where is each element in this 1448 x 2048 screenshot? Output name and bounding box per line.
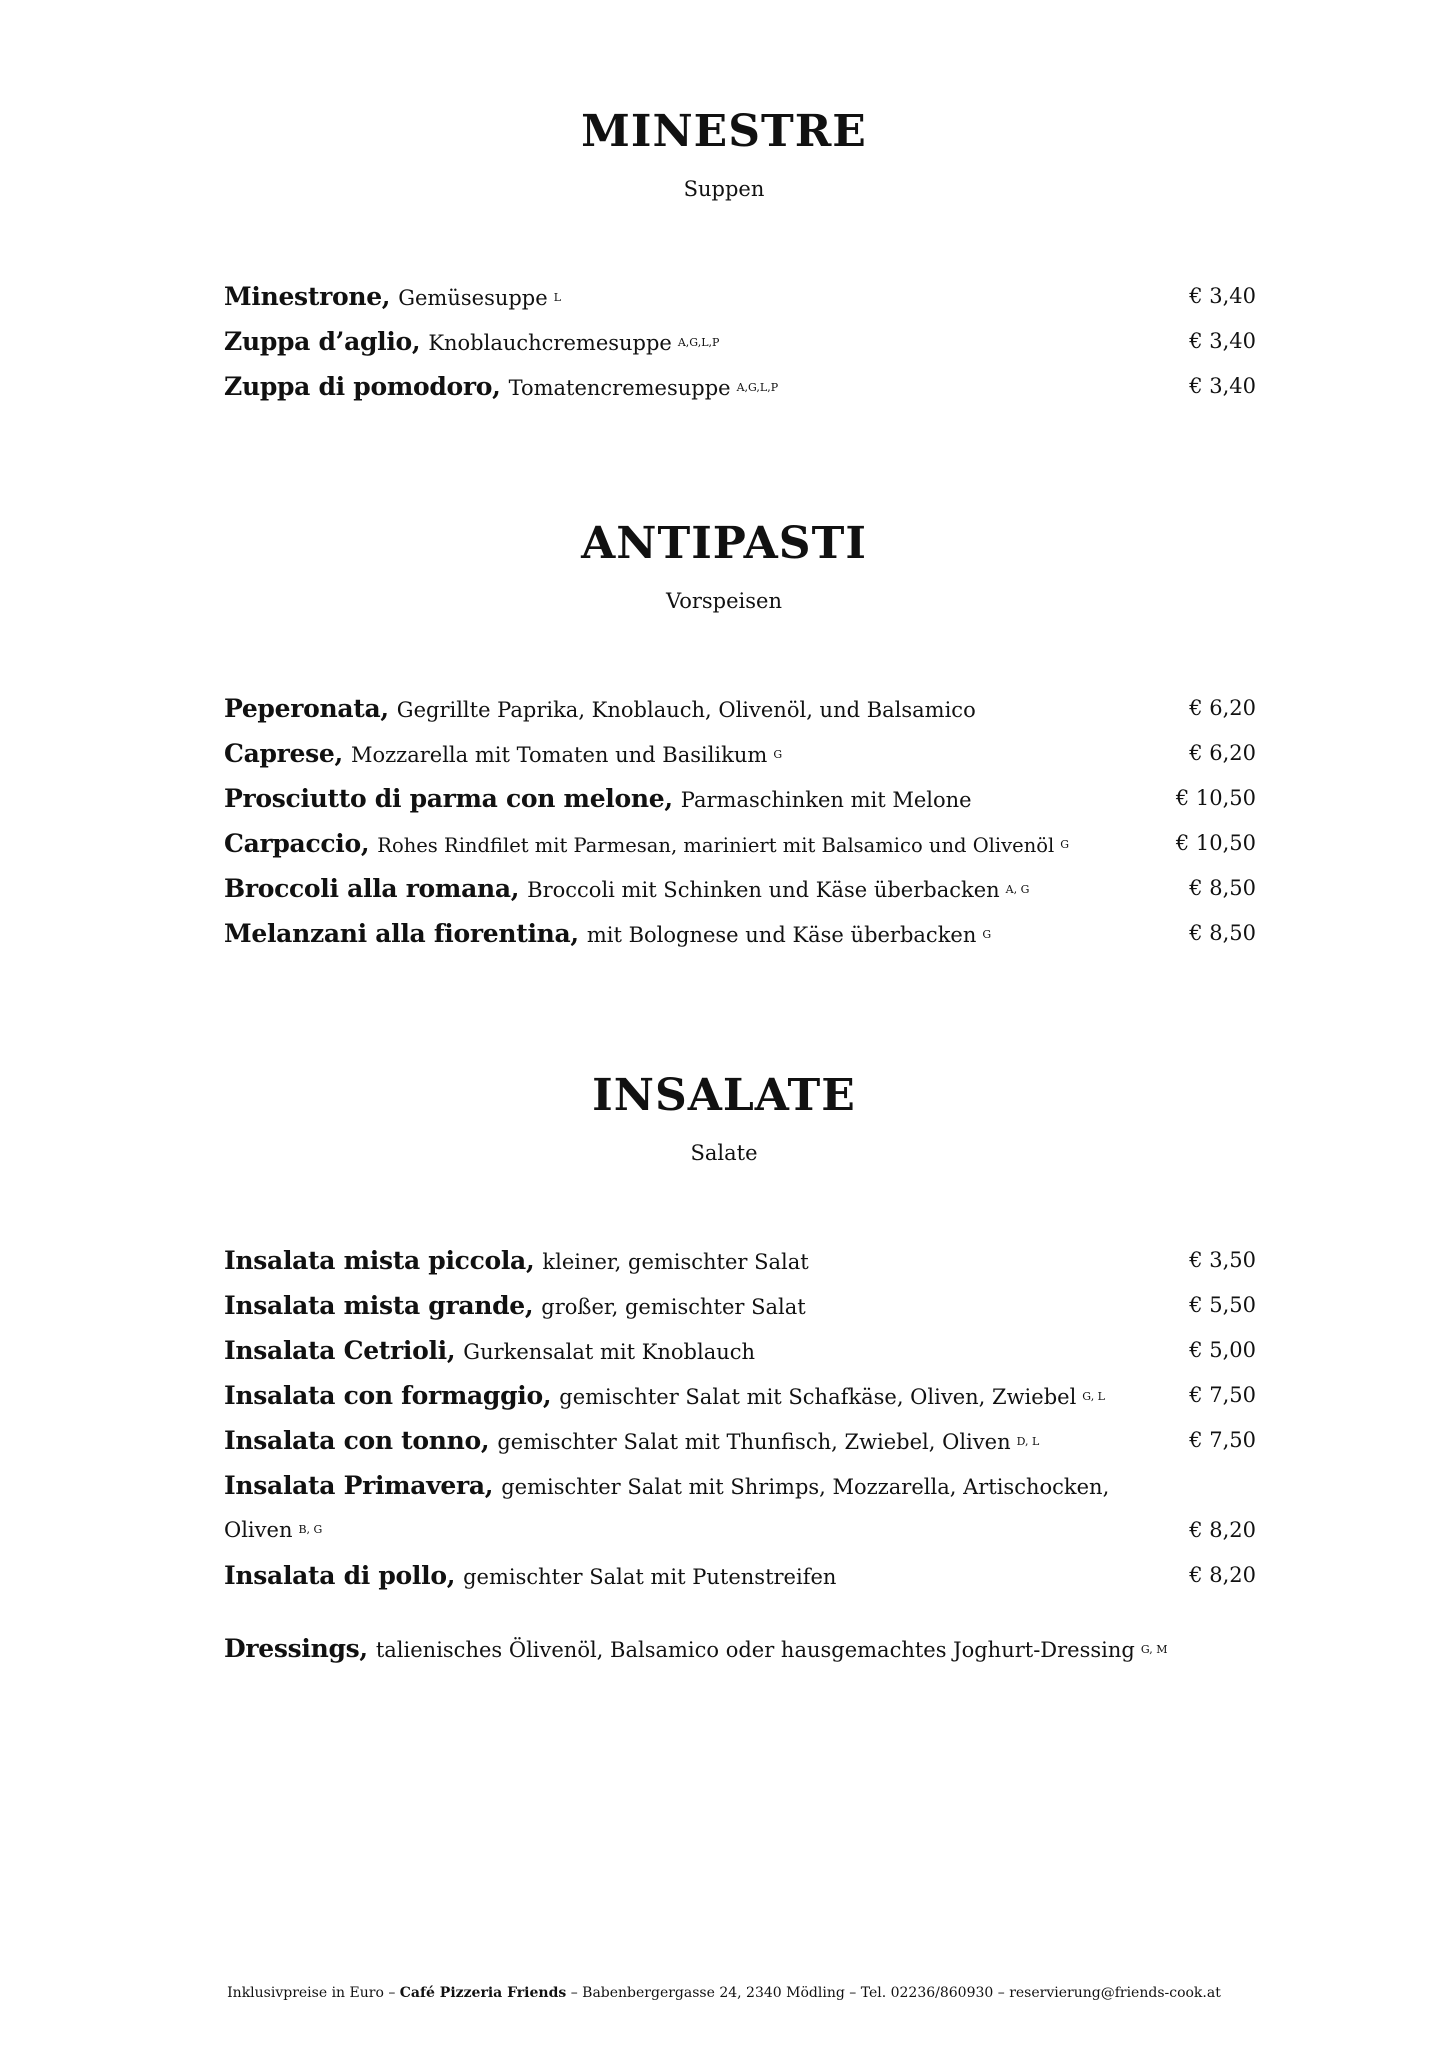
item-description: gemischter Salat mit Putenstreifen: [463, 1565, 837, 1589]
item-description: Gegrillte Paprika, Knoblauch, Olivenöl, und Balsamico: [396, 698, 976, 722]
section-subtitle: Suppen: [683, 177, 765, 201]
item-price: € 7,50: [1189, 1383, 1256, 1407]
allergen-codes: G: [982, 928, 992, 941]
section-minestre: [0, 104, 1448, 202]
item-name: Zuppa d’aglio,: [224, 327, 421, 356]
menu-item: [224, 319, 1256, 364]
item-description: mit Bolognese und Käse überbacken: [586, 923, 977, 947]
item-description: kleiner, gemischter Salat: [542, 1250, 809, 1274]
item-price: € 10,50: [1175, 831, 1256, 855]
item-price: € 5,50: [1189, 1293, 1256, 1317]
section-subtitle: Salate: [690, 1141, 758, 1165]
allergen-codes: G: [1060, 838, 1070, 851]
item-name: Insalata Primavera,: [224, 1471, 494, 1500]
menu-item: [224, 1463, 1256, 1553]
item-name: Insalata mista grande,: [224, 1291, 534, 1320]
footer-contact: – Babenbergergasse 24, 2340 Mödling – Tel. 02236/860930 – reservierung@friends-cook.at: [566, 1985, 1221, 2001]
item-description: Tomatencremesuppe: [508, 376, 731, 400]
footer-prefix: Inklusivpreise in Euro –: [227, 1985, 400, 2001]
item-price: € 8,20: [1189, 1563, 1256, 1587]
item-description: Gemüsesuppe: [398, 286, 548, 310]
menu-item: [224, 1418, 1256, 1463]
menu-item: [224, 731, 1256, 776]
item-name: Insalata mista piccola,: [224, 1246, 535, 1275]
item-name: Insalata con tonno,: [224, 1426, 490, 1455]
allergen-codes: G, L: [1082, 1390, 1105, 1403]
item-name: Caprese,: [224, 739, 343, 768]
section-antipasti: [0, 516, 1448, 614]
item-description: gemischter Salat mit Thunfisch, Zwiebel, Oliven: [497, 1430, 1011, 1454]
item-description: gemischter Salat mit Shrimps, Mozzarella, Artischocken,: [501, 1475, 1110, 1499]
section-title: MINESTRE: [581, 106, 867, 157]
footer: [0, 1985, 1448, 2001]
item-price: € 3,40: [1189, 374, 1256, 398]
item-description: Parmaschinken mit Melone: [680, 788, 972, 812]
item-name: Insalata di pollo,: [224, 1561, 456, 1590]
item-name: Carpaccio,: [224, 829, 370, 858]
allergen-codes: G, M: [1140, 1643, 1168, 1656]
item-name: Insalata con formaggio,: [224, 1381, 552, 1410]
menu-item: [224, 274, 1256, 319]
section-title: ANTIPASTI: [581, 518, 867, 569]
item-price: € 8,50: [1189, 876, 1256, 900]
item-list-minestre: [224, 274, 1256, 409]
menu-item: [224, 1238, 1256, 1283]
item-price: € 8,50: [1189, 921, 1256, 945]
item-description: Broccoli mit Schinken und Käse überbacken: [527, 878, 1000, 902]
item-description: Gurkensalat mit Knoblauch: [463, 1340, 756, 1364]
menu-item: [224, 1553, 1256, 1598]
item-name: Melanzani alla fiorentina,: [224, 919, 579, 948]
allergen-codes: B, G: [298, 1523, 323, 1536]
item-name: Insalata Cetrioli,: [224, 1336, 456, 1365]
allergen-codes: D, L: [1016, 1435, 1040, 1448]
item-description: großer, gemischter Salat: [541, 1295, 806, 1319]
item-price: € 3,40: [1189, 329, 1256, 353]
item-name: Peperonata,: [224, 694, 389, 723]
menu-item: [224, 911, 1256, 956]
item-name: Zuppa di pomodoro,: [224, 372, 501, 401]
item-price: € 3,40: [1189, 284, 1256, 308]
section-insalate: [0, 1068, 1448, 1166]
item-list-antipasti: [224, 686, 1256, 956]
section-subtitle: Vorspeisen: [665, 589, 782, 613]
item-list-insalate: [224, 1238, 1256, 1671]
menu-item: [224, 1373, 1256, 1418]
item-price: € 3,50: [1189, 1248, 1256, 1272]
allergen-codes: A, G: [1005, 883, 1030, 896]
allergen-codes: L: [553, 291, 561, 304]
menu-item: [224, 686, 1256, 731]
menu-item: [224, 1328, 1256, 1373]
item-name: Minestrone,: [224, 282, 391, 311]
menu-item: [224, 866, 1256, 911]
allergen-codes: G: [773, 748, 783, 761]
item-name: Dressings,: [224, 1634, 368, 1663]
item-name: Prosciutto di parma con melone,: [224, 784, 673, 813]
footer-brand: Café Pizzeria Friends: [399, 1985, 567, 2001]
item-name: Broccoli alla romana,: [224, 874, 520, 903]
allergen-codes: A,G,L,P: [736, 381, 779, 394]
item-description: Knoblauchcremesuppe: [428, 331, 672, 355]
item-description: Rohes Rindfilet mit Parmesan, mariniert mit Balsamico und Olivenöl: [377, 834, 1055, 857]
item-price: € 7,50: [1189, 1428, 1256, 1452]
item-price: € 6,20: [1189, 741, 1256, 765]
item-description: talienisches Ölivenöl, Balsamico oder hausgemachtes Joghurt-Dressing: [375, 1638, 1135, 1662]
menu-item: [224, 821, 1256, 866]
item-price: € 5,00: [1189, 1338, 1256, 1362]
allergen-codes: A,G,L,P: [677, 336, 720, 349]
item-price: € 10,50: [1175, 786, 1256, 810]
item-description: Mozzarella mit Tomaten und Basilikum: [350, 743, 768, 767]
menu-item: [224, 1283, 1256, 1328]
item-description: gemischter Salat mit Schafkäse, Oliven, Zwiebel: [559, 1385, 1077, 1409]
item-price: € 6,20: [1189, 696, 1256, 720]
menu-item: [224, 364, 1256, 409]
item-price: € 8,20: [1189, 1518, 1256, 1542]
dressings-line: [224, 1626, 1256, 1671]
section-title: INSALATE: [592, 1070, 856, 1121]
item-description-continued: Oliven: [224, 1518, 293, 1542]
menu-item: [224, 776, 1256, 821]
